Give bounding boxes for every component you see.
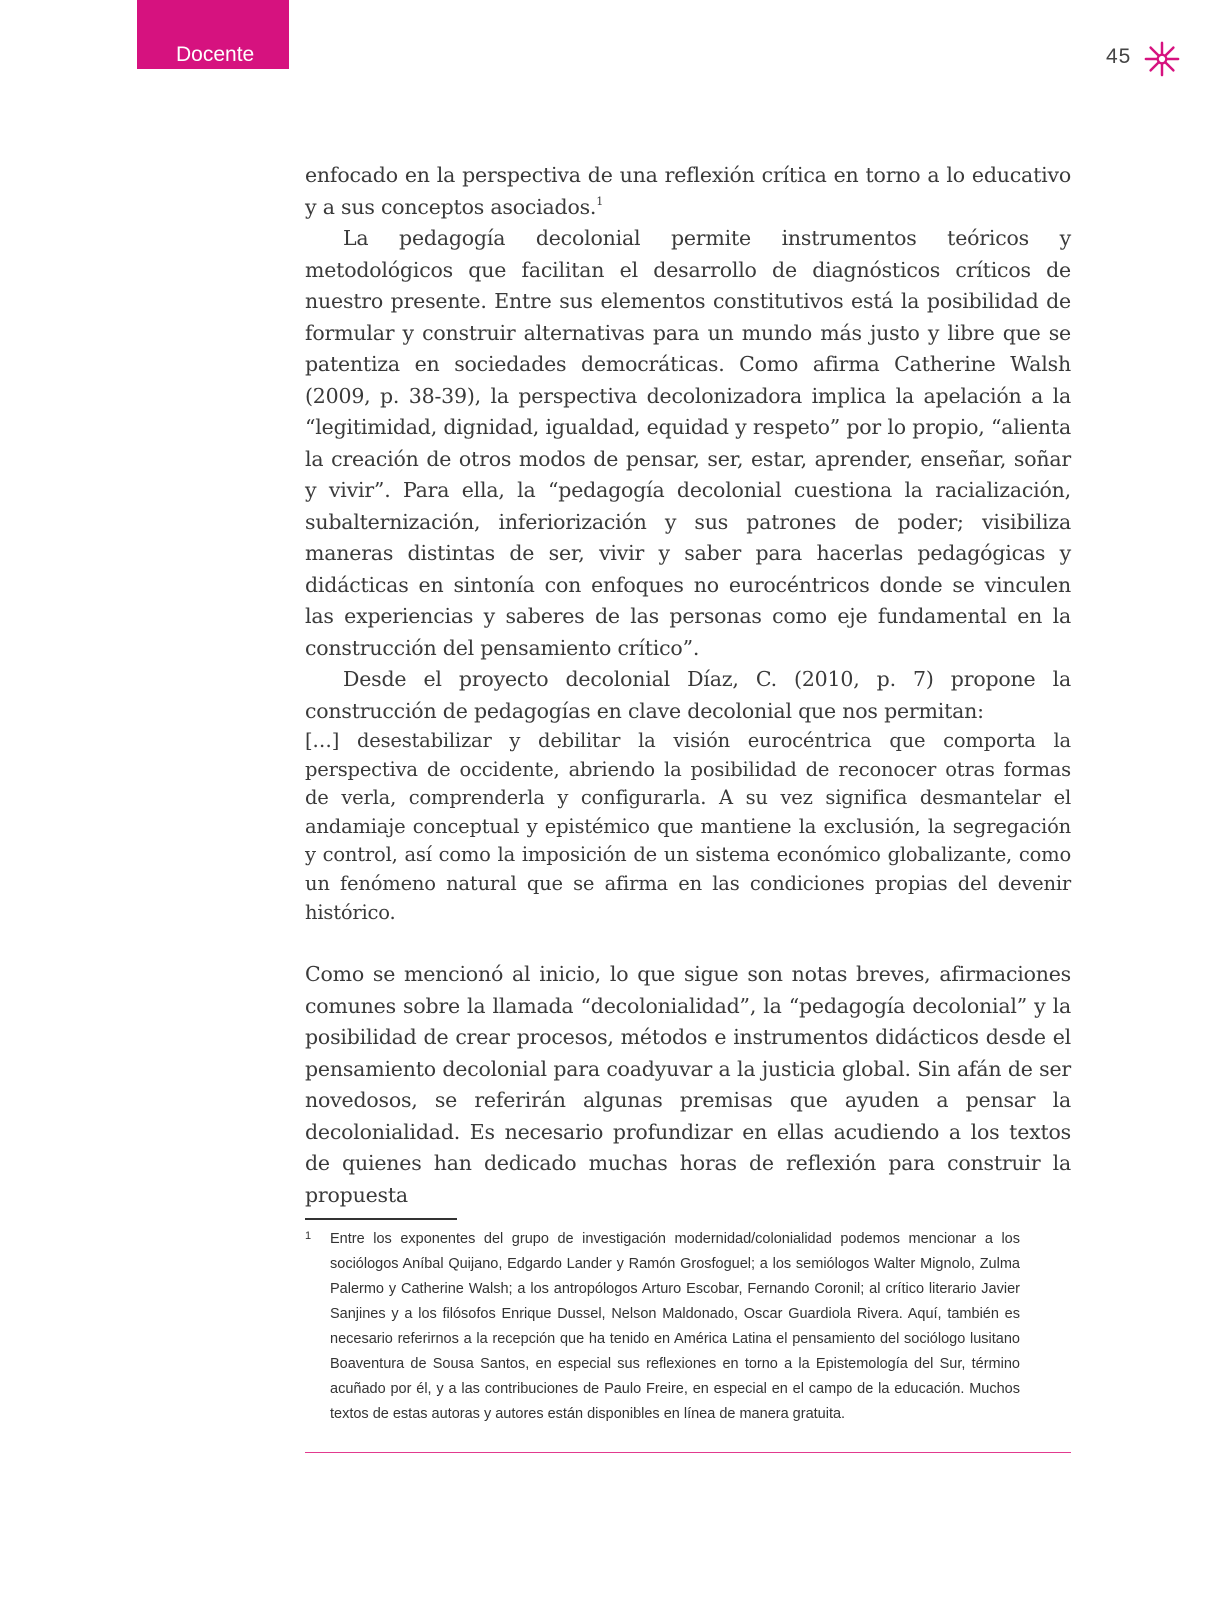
footnote-reference[interactable]: 1: [596, 194, 604, 208]
page-number: 45: [1106, 45, 1132, 68]
paragraph: La pedagogía decolonial permite instrumentos teóricos y metodológicos que facilitan el desarrollo de diagnósticos críticos de nuestro presente. Entre sus elementos constitutivos está la posibilidad de formular y construir alternativas para un mundo más justo y libre que se patentiza en sociedades democráticas. Como afirma Catherine Walsh (2009, p. 38-39), la perspectiva decolonizadora implica la apelación a la “legitimidad, dignidad, igualdad, equidad y respeto” por lo propio, “alienta la creación de otros modos de pensar, ser, estar, aprender, enseñar, soñar y vivir”. Para ella, la “pedagogía decolonial cuestiona la racialización, subalternización, inferiorización y sus patrones de poder; visibiliza maneras distintas de ser, vivir y saber para hacerlas pedagógicas y didácticas en sintonía con enfoques no eurocéntricos donde se vinculen las experiencias y saberes de las personas como eje fundamental en la construcción del pensamiento crítico”.: [305, 226, 1071, 660]
footnote-mark: 1: [305, 1230, 312, 1242]
body-text: [305, 160, 1071, 1211]
footer-divider: [305, 1452, 1071, 1453]
paragraph: enfocado en la perspectiva de una reflexión crítica en torno a lo educativo y a sus conceptos asociados.$^1$: [305, 163, 1071, 219]
block-quote: […] desestabilizar y debilitar la visión eurocéntrica que comporta la perspectiva de occidente, abriendo la posibilidad de reconocer otras formas de verla, comprenderla y configurarla. A su vez significa desmantelar el andamiaje conceptual y epistémico que mantiene la exclusión, la segregación y control, así como la imposición de un sistema económico globalizante, como un fenómeno natural que se afirma en las condiciones propias del devenir histórico.: [305, 729, 1071, 924]
section-label: Docente: [176, 43, 255, 66]
footnote-divider: [305, 1218, 457, 1220]
paragraph: Desde el proyecto decolonial Díaz, C. (2010, p. 7) propone la construcción de pedagogías en clave decolonial que nos permitan:: [305, 667, 1071, 723]
paragraph: Como se mencionó al inicio, lo que sigue son notas breves, afirmaciones comunes sobre la llamada “decolonialidad”, la “pedagogía decolonial” y la posibilidad de crear procesos, métodos e instrumentos didácticos desde el pensamiento decolonial para coadyuvar a la justicia global. Sin afán de ser novedosos, se referirán algunas premisas que ayuden a pensar la decolonialidad. Es necesario profundizar en ellas acudiendo a los textos de quienes han dedicado muchas horas de reflexión para construir la propuesta: [305, 962, 1071, 1207]
footnote: [305, 1227, 1020, 1427]
section-tab: [137, 0, 289, 69]
asterisk-icon: [1143, 40, 1181, 78]
footnote-text: Entre los exponentes del grupo de investigación modernidad/colonialidad podemos mencionar a los sociólogos Aníbal Quijano, Edgardo Lander y Ramón Grosfoguel; a los semiólogos Walter Mignolo, Zulma Palermo y Catherine Walsh; a los antropólogos Arturo Escobar, Fernando Coronil; al crítico literario Javier Sanjines y a los filósofos Enrique Dussel, Nelson Maldonado, Oscar Guardiola Rivera. Aquí, también es necesario referirnos a la recepción que ha tenido en América Latina el pensamiento del sociólogo lusitano Boaventura de Sousa Santos, en especial sus reflexiones en torno a la Epistemología del Sur, término acuñado por él, y a las contribuciones de Paulo Freire, en especial en el campo de la educación. Muchos textos de estas autoras y autores están disponibles en línea de manera gratuita.: [330, 1231, 1020, 1422]
